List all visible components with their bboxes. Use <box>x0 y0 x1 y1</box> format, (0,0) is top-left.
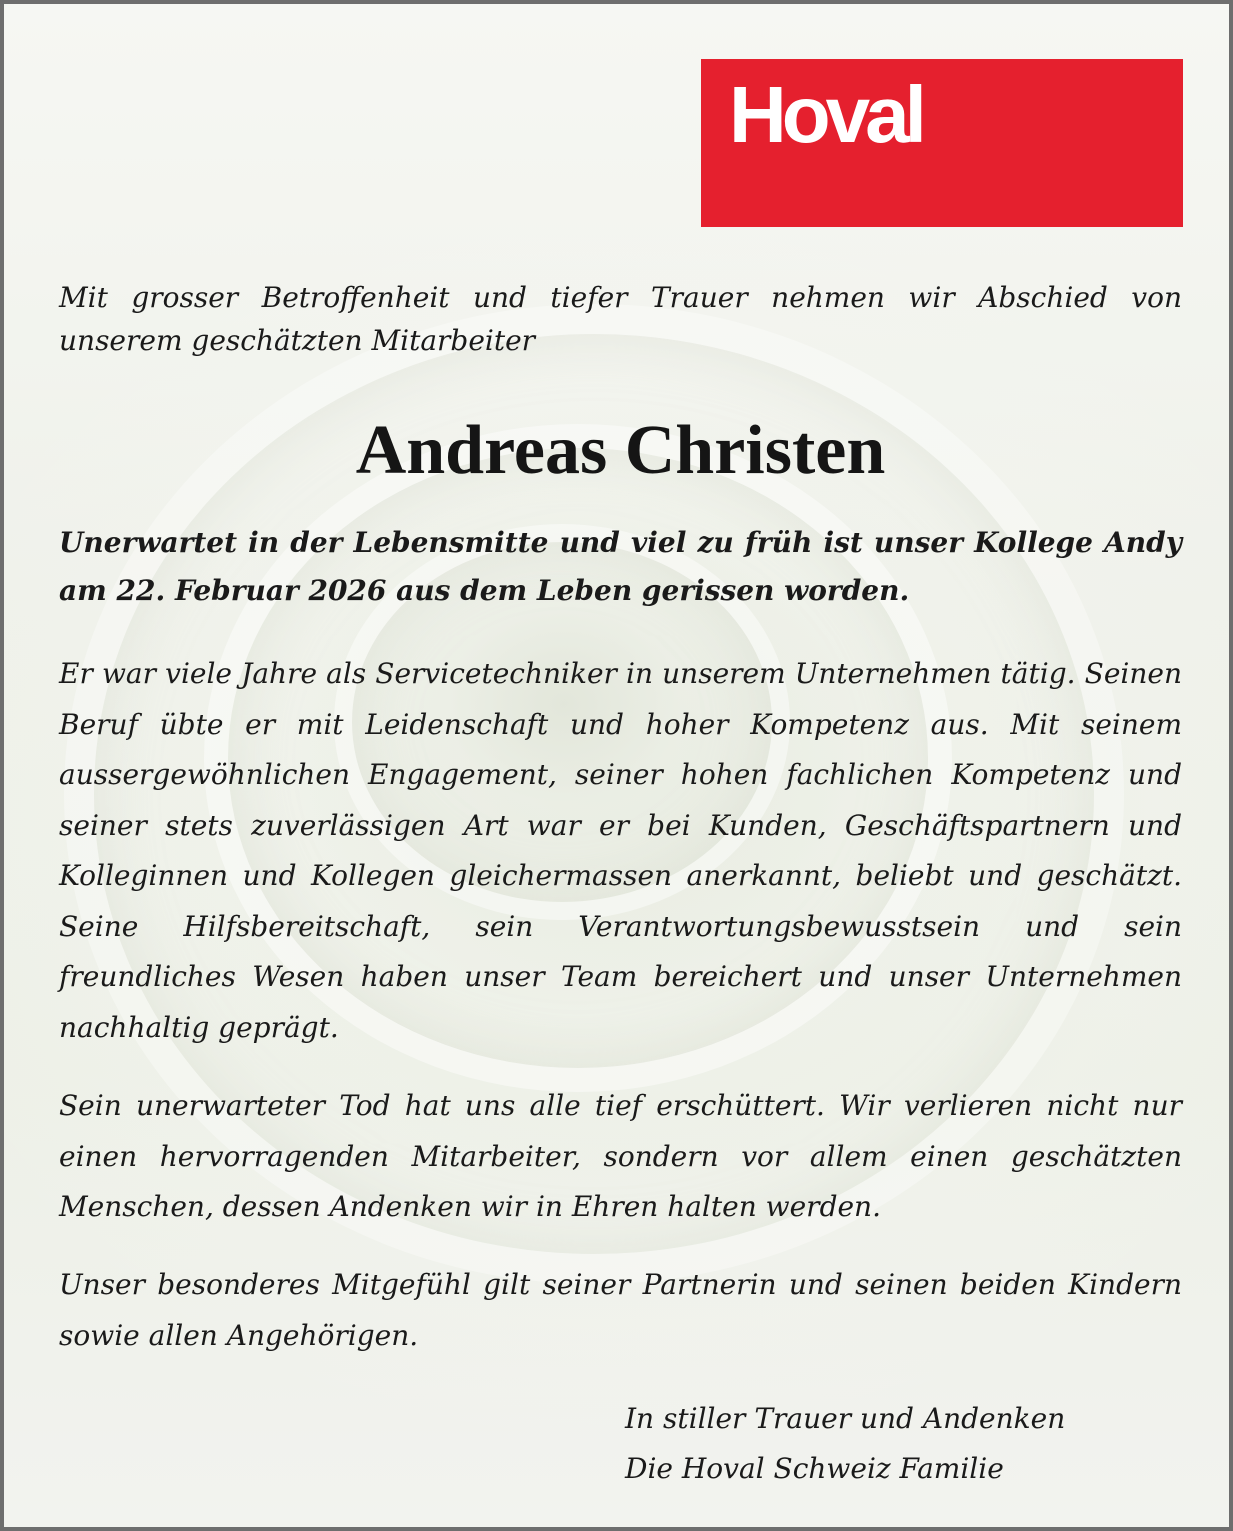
signoff <box>625 1394 1065 1494</box>
paragraph-condolences: Unser besonderes Mitgefühl gilt seiner Partnerin und seinen beiden Kindern sowie allen Angehörigen. <box>59 1268 1182 1352</box>
intro-text: Mit grosser Betroffenheit und tiefer Trauer nehmen wir Abschied von unserem geschätzten Mitarbeiter <box>59 281 1182 357</box>
hoval-logo <box>701 59 1183 227</box>
paragraph-career: Er war viele Jahre als Servicetechniker in unserem Unternehmen tätig. Seinen Beruf übte er mit Leidenschaft und hoher Kompetenz aus. Mit seinem aussergewöhnlichen Engagement, seiner hohen fachlichen Kompetenz und seiner stets zuverlässigen Art war er bei Kunden, Geschäftspartnern und Kolleginnen und Kollegen gleichermassen anerkannt, beliebt und geschätzt. Seine Hilfsbereitschaft, sein Verantwortungsbewusstsein und sein freundliches Wesen haben unser Team bereichert und unser Unternehmen nachhaltig geprägt. <box>59 657 1182 1044</box>
signoff-line-1: In stiller Trauer und Andenken <box>625 1402 1066 1435</box>
lead-statement: Unerwartet in der Lebensmitte und viel zu früh ist unser Kollege Andy am 22. Februar 2026 aus dem Leben gerissen worden. <box>59 526 1182 607</box>
deceased-name: Andreas Christen <box>355 412 886 489</box>
signoff-line-2: Die Hoval Schweiz Familie <box>625 1452 1004 1485</box>
paragraph-loss: Sein unerwarteter Tod hat uns alle tief erschüttert. Wir verlieren nicht nur einen hervorragenden Mitarbeiter, sondern vor allem einen geschätzten Menschen, dessen Andenken wir in Ehren halten werden. <box>59 1089 1182 1223</box>
hoval-logo-text: Hoval <box>729 70 922 159</box>
